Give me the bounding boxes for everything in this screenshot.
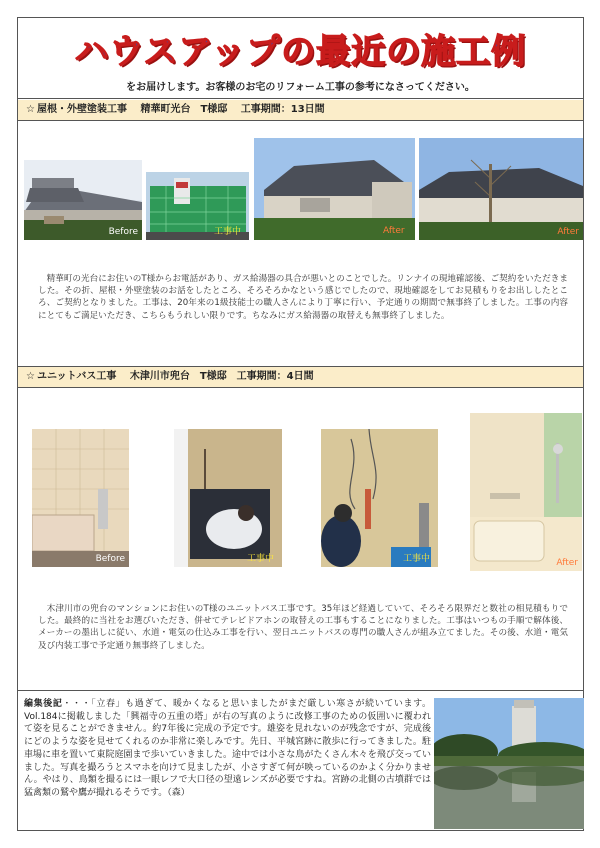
photo-caption: After: [383, 226, 405, 236]
page-subtitle: をお届けします。お客様のお宅のリフォーム工事の参考になさってください。: [126, 82, 475, 93]
section-heading-roof: [18, 100, 583, 120]
pagoda-scaffold-photo: [434, 698, 584, 829]
section-heading-label: 屋根・外壁塗装工事 精華町光台 T様邸 工事期間：13日間: [36, 104, 325, 115]
photo-caption: 工事中: [246, 554, 274, 564]
scaffold-photo: [146, 172, 249, 240]
divider: [18, 690, 583, 691]
photo-caption: 工事中: [402, 554, 430, 564]
section-body-text: 精華町の光台にお住いのT様からお電話があり、ガス給湯器の具合が悪いとのことでした。リンナイの現地確認後、ご契約をいただきました。その折、屋根・外壁塗装のお話をしたところ、そろそろかなという感じでしたので、現地確認をしてお見積もりをお出ししたところ、ご契約となりました。工事は、20年来の1級技能士の職人さんにより丁寧に行い、予定通りの期間で無事終了しました。工事の内容にとてもご満足いただき、こちらもうれしい限りです。ちなみにガス給湯器の取替えも無事終了しました。: [38, 274, 568, 321]
divider: [18, 387, 583, 388]
house-photo: [24, 160, 142, 240]
star-icon: ☆: [26, 371, 35, 382]
section-heading-label: ユニットバス工事 木津川市兜台 T様邸 工事期間：4日間: [36, 371, 314, 382]
section-body-text: 木津川市の兜台のマンションにお住いのT様のユニットバス工事です。35年ほど経過していて、そろそろ限界だと数社の相見積もりでした。最終的に当社をお選びいただき、併せてテレビドアホンの取替えの工事もすることになりました。工事はいつもの手順で解体後、メーカーの墨出しに従い、水道・電気の仕込み工事を行い、翌日ユニットバスの専門の職人さんが組み立てました。その後、水道・電気及び内装工事で予定通り無事終了しました。: [38, 604, 568, 651]
section-heading-bath: [18, 367, 583, 387]
divider: [18, 120, 583, 121]
bathroom-photo: [32, 429, 129, 567]
house-photo: [254, 138, 415, 240]
house-photo: [419, 138, 583, 240]
photo-caption: After: [556, 558, 578, 568]
photo-caption: 工事中: [213, 227, 241, 237]
afterword-text: ・・・「立春」も過ぎて、暖かくなると思いましたがまだ厳しい寒さが続いています。Vol.184に掲載しました「興福寺の五重の塔」が右の写真のように改修工事のための仮囲いに覆われて姿を見ることができません。約7年後に完成の予定です。雄姿を見れないのが残念ですが、完成後にどのような姿を見せてくれるのか非常に楽しみです。先日、平城宮跡に散歩に行ってきました。駐車場に車を置いて東院庭園まで歩いていきました。途中では小さな鳥がたくさん木々を飛び交っていました。写真を撮ろうとスマホを向けて見ましたが、小さすぎて何が映っているのかよく分かりません。やはり、鳥類を撮るには一眼レフで大口径の望遠レンズが必要ですね。宮跡の北側の古墳群では猛禽類の鷲や鷹が撮れるそうです。（森）: [24, 699, 431, 798]
photo-caption: Before: [108, 227, 138, 237]
page-title: ハウスアップの最近の施工例: [74, 32, 527, 72]
bathroom-photo: [470, 413, 582, 571]
photo-caption: Before: [95, 554, 125, 564]
newsletter-frame: [17, 17, 584, 831]
worker-photo: [321, 429, 438, 567]
star-icon: ☆: [26, 104, 35, 115]
divider: [18, 98, 583, 99]
photo-caption: After: [557, 227, 579, 237]
editor-afterword: [24, 698, 431, 828]
afterword-label: 編集後記: [24, 699, 63, 709]
worker-photo: [174, 429, 282, 567]
